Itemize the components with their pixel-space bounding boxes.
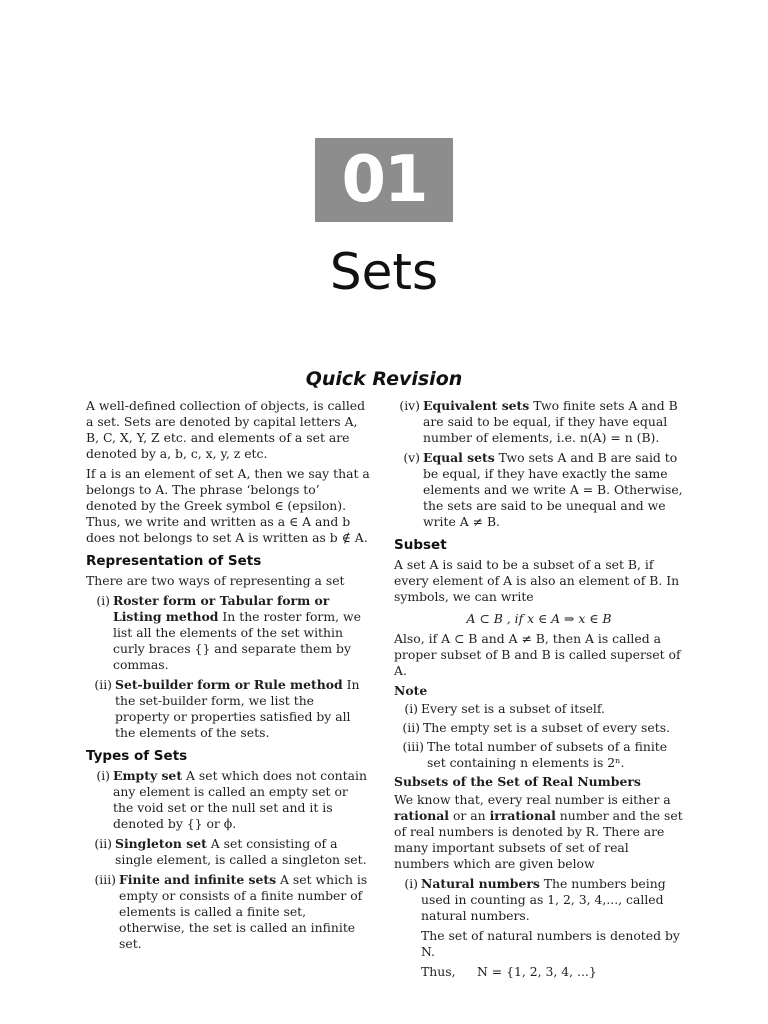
note-text: The total number of subsets of a finite set containing n elements is 2ⁿ. bbox=[427, 739, 668, 770]
text-fragment: number and the set of real numbers is denoted by R. There are many important subsets of set of real numbers which are given below bbox=[394, 808, 683, 871]
definition-text: A set which does not contain any element is called an empty set or the void set or the null set and it is denoted by {} or ϕ. bbox=[113, 768, 367, 831]
intro-paragraph-2: If a is an element of set A, then we say that a belongs to A. The phrase ‘belongs to’ denoted by the Greek symbol ∈ (epsilon). Thus, we write and written as a ∈ A and b does not belongs to set A is written as b ∉ A. bbox=[86, 466, 370, 545]
subset-paragraph-2: Also, if A ⊂ B and A ≠ B, then A is called a proper subset of B and B is called superset of A. bbox=[394, 631, 681, 678]
definition-text: The numbers being used in counting as 1, 2, 3, 4,..., called natural numbers. bbox=[421, 876, 666, 923]
list-number: (ii) bbox=[94, 677, 112, 692]
definition-text: In the roster form, we list all the elements of the set within curly braces {} and separate them by commas. bbox=[113, 609, 361, 672]
text-fragment: We know that, every real number is either a bbox=[394, 792, 671, 807]
chapter-number-box: 01 bbox=[315, 138, 453, 222]
right-column bbox=[394, 398, 684, 984]
real-subsets-heading: Subsets of the Set of Real Numbers bbox=[394, 774, 641, 789]
definition-text: A set which is empty or consists of a finite number of elements is called a finite set, otherwise, the set is called an infinite set. bbox=[119, 872, 368, 951]
types-heading: Types of Sets bbox=[86, 748, 188, 764]
list-number: (iii) bbox=[94, 872, 116, 887]
definition-text: Two sets A and B are said to be equal, if they have exactly the same elements and we write A = B. Otherwise, the sets are said to be unequal and we write A ≠ B. bbox=[423, 450, 683, 529]
natural-set-line bbox=[421, 964, 684, 980]
real-subsets-paragraph bbox=[394, 792, 684, 872]
note-item bbox=[394, 739, 684, 771]
note-text: Every set is a subset of itself. bbox=[421, 701, 605, 716]
term: Singleton set bbox=[115, 836, 207, 851]
list-item bbox=[394, 450, 684, 530]
note-item bbox=[394, 701, 684, 717]
list-number: (iv) bbox=[399, 398, 420, 413]
list-item bbox=[394, 876, 684, 980]
term: Empty set bbox=[113, 768, 183, 783]
term-irrational: irrational bbox=[489, 808, 556, 823]
list-item bbox=[86, 836, 372, 868]
chapter-title: Sets bbox=[329, 243, 439, 301]
term: Natural numbers bbox=[421, 876, 540, 891]
definition-text: A set consisting of a single element, is called a singleton set. bbox=[115, 836, 367, 867]
list-item bbox=[86, 593, 372, 673]
list-number: (i) bbox=[96, 768, 110, 783]
thus-label: Thus, bbox=[421, 964, 456, 979]
term: Equivalent sets bbox=[423, 398, 530, 413]
term-rational: rational bbox=[394, 808, 449, 823]
subset-heading: Subset bbox=[394, 537, 447, 553]
definition-text: Two finite sets A and B are said to be equal, if they have equal number of elements, i.e. n(A) = n (B). bbox=[423, 398, 678, 445]
list-body bbox=[423, 450, 684, 530]
text-fragment: or an bbox=[449, 808, 490, 823]
term: Set-builder form or Rule method bbox=[115, 677, 343, 692]
left-column bbox=[86, 398, 372, 956]
list-number: (v) bbox=[403, 450, 420, 465]
list-number: (i) bbox=[404, 701, 418, 716]
list-body bbox=[113, 768, 372, 832]
term: Finite and infinite sets bbox=[119, 872, 277, 887]
note-text: The empty set is a subset of every sets. bbox=[423, 720, 671, 735]
list-item bbox=[86, 768, 372, 832]
list-body bbox=[421, 876, 684, 980]
list-number: (iii) bbox=[402, 739, 424, 754]
definition-text: In the set-builder form, we list the property or properties satisfied by all the elements of the sets. bbox=[115, 677, 360, 740]
list-body bbox=[115, 836, 372, 868]
representation-intro: There are two ways of representing a set bbox=[86, 573, 345, 588]
list-item bbox=[86, 872, 372, 952]
list-number: (i) bbox=[96, 593, 110, 608]
list-number: (i) bbox=[404, 876, 418, 891]
intro-paragraph-1: A well-defined collection of objects, is called a set. Sets are denoted by capital letters A, B, C, X, Y, Z etc. and elements of a set are denoted by a, b, c, x, y, z etc. bbox=[86, 398, 366, 461]
list-number: (ii) bbox=[94, 836, 112, 851]
list-body bbox=[115, 677, 372, 741]
subset-formula: A ⊂ B , if x ∈ A ⇒ x ∈ B bbox=[466, 611, 612, 626]
natural-set-note: The set of natural numbers is denoted by N. bbox=[421, 928, 680, 959]
list-item bbox=[86, 677, 372, 741]
list-body bbox=[113, 593, 372, 673]
list-number: (ii) bbox=[402, 720, 420, 735]
quick-revision-title: Quick Revision bbox=[305, 368, 463, 390]
natural-set-expression: N = {1, 2, 3, 4, ...} bbox=[477, 964, 597, 979]
term: Roster form or Tabular form or Listing method bbox=[113, 593, 330, 624]
list-body bbox=[119, 872, 372, 952]
representation-heading: Representation of Sets bbox=[86, 553, 262, 569]
list-body bbox=[423, 398, 684, 446]
note-item bbox=[394, 720, 684, 736]
list-item bbox=[394, 398, 684, 446]
term: Equal sets bbox=[423, 450, 495, 465]
note-heading: Note bbox=[394, 683, 428, 698]
subset-paragraph-1: A set A is said to be a subset of a set B, if every element of A is also an element of B. In symbols, we can write bbox=[394, 557, 680, 604]
